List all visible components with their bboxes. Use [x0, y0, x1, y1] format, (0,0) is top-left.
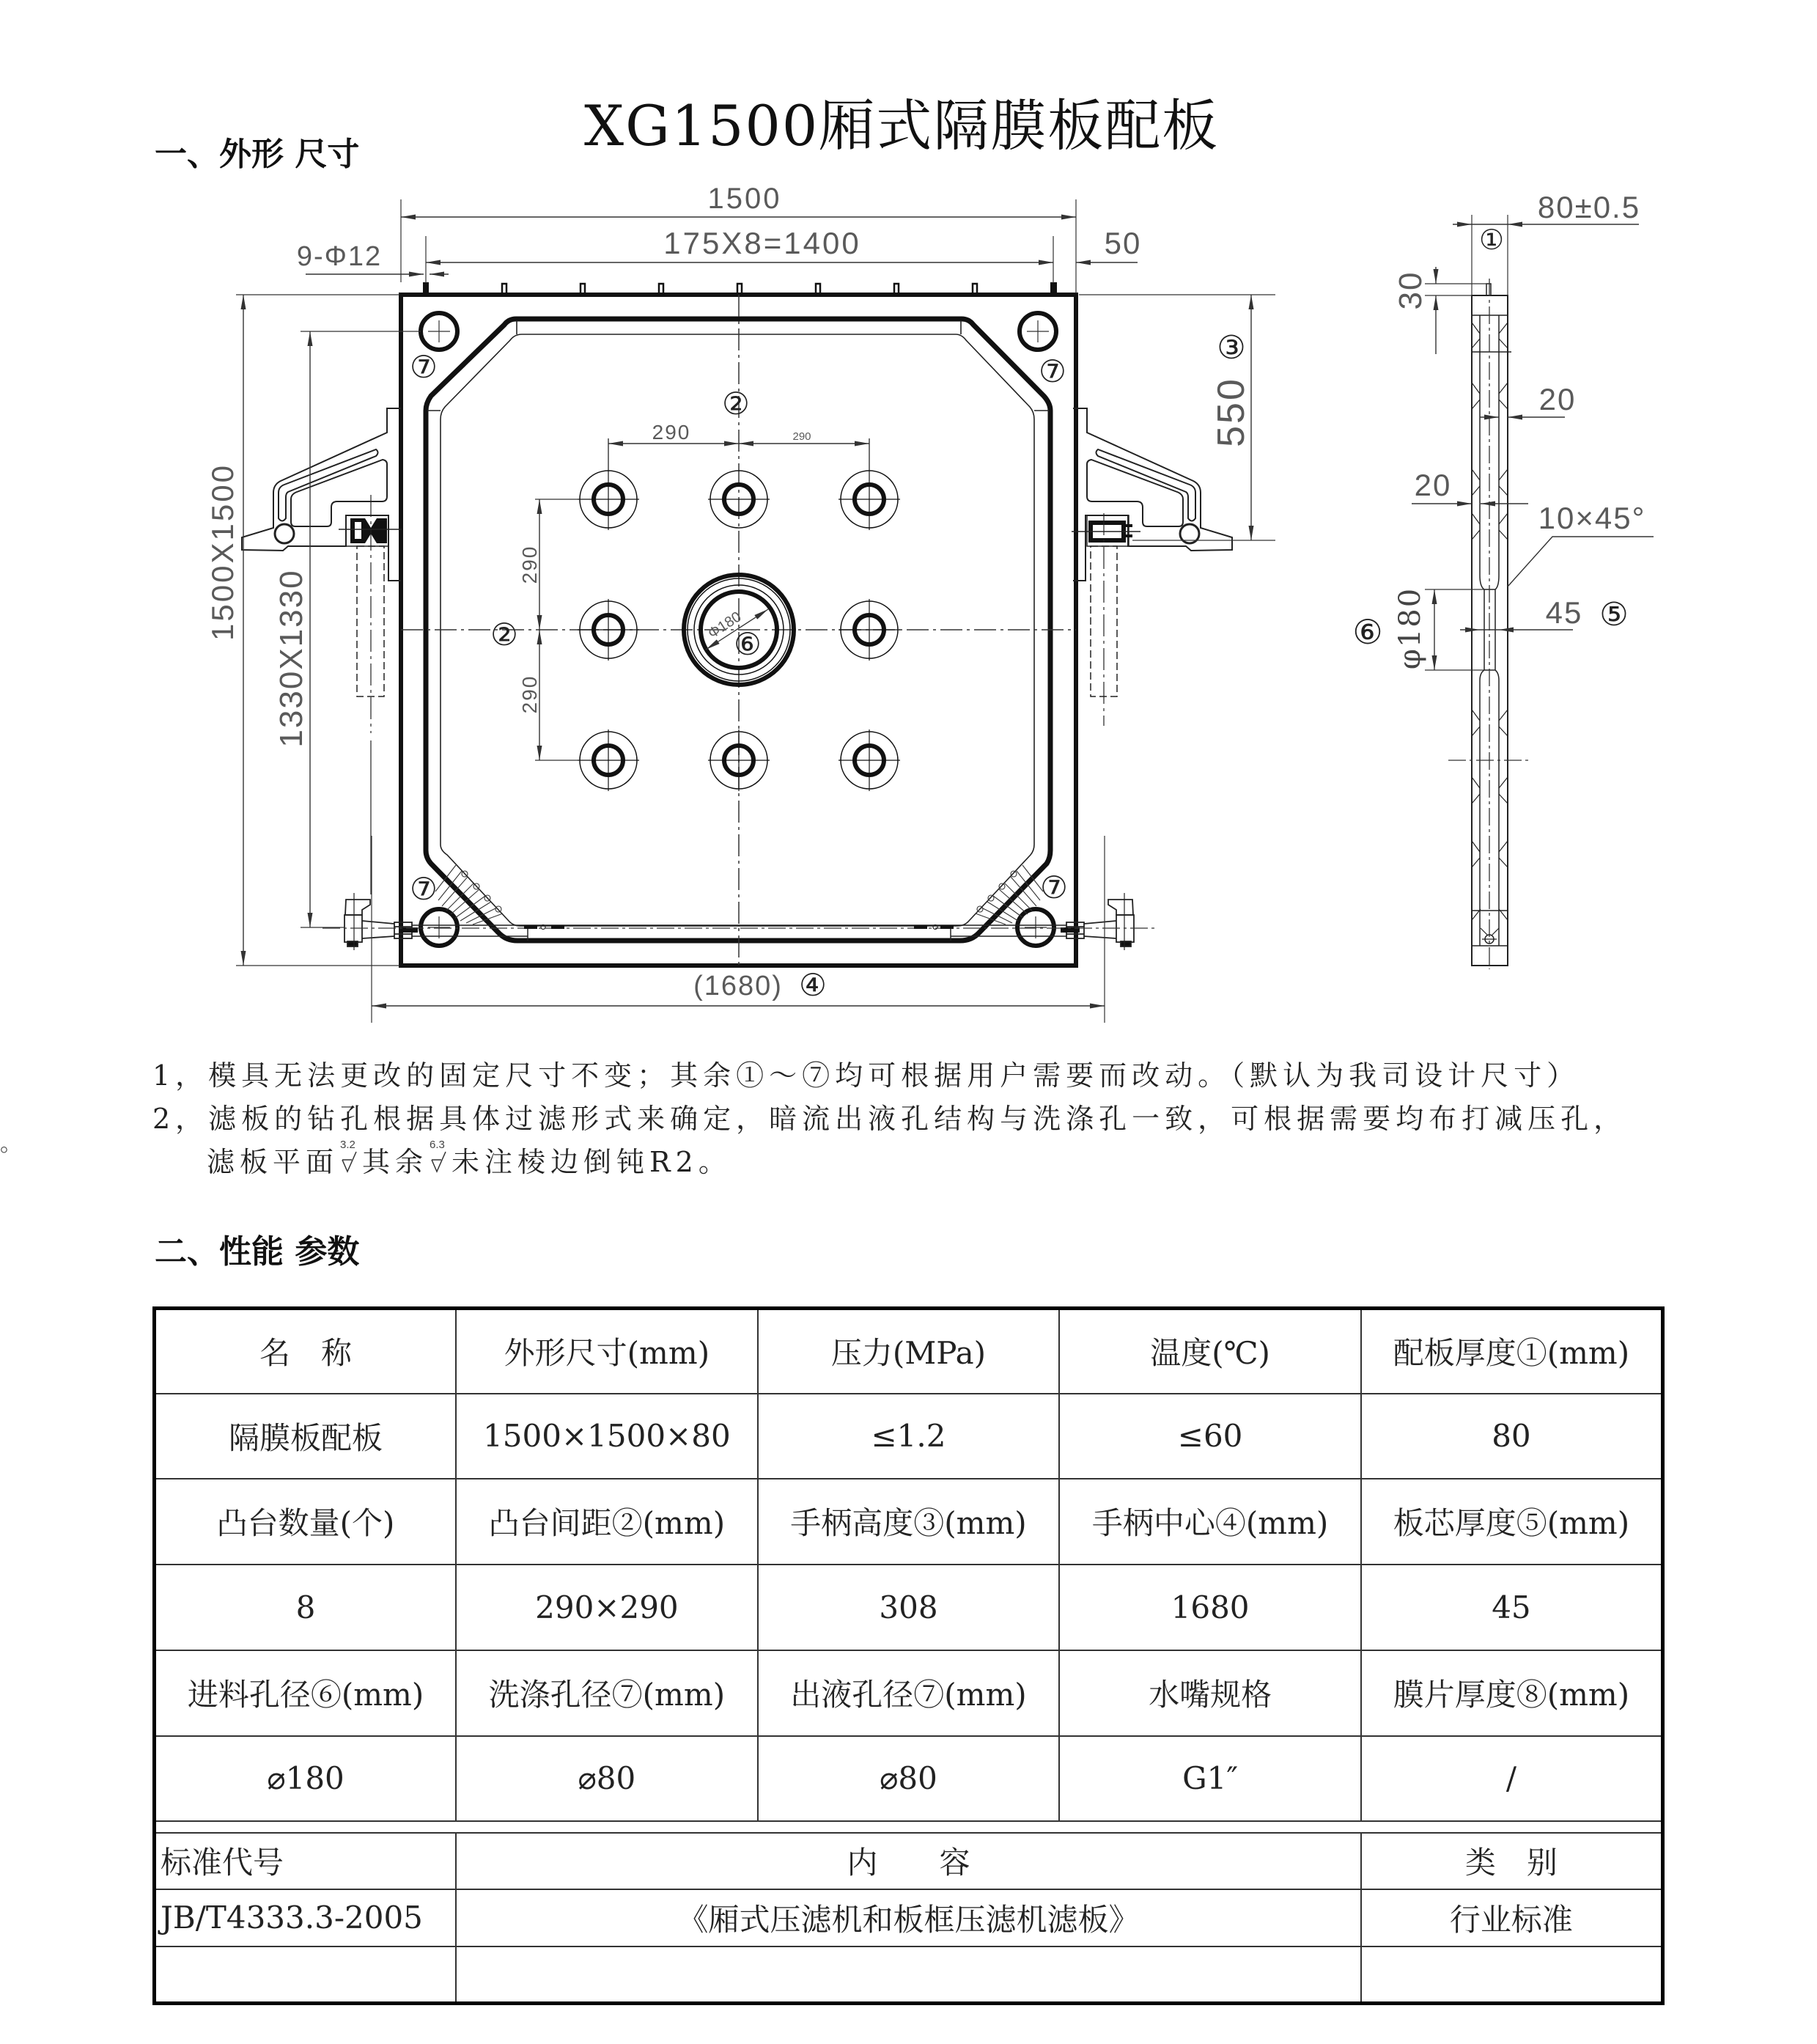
section-heading-dimensions: 一、外形 尺寸: [155, 136, 360, 173]
note-line-2: 2，滤板的钻孔根据具体过滤形式来确定，暗流出液孔结构与洗涤孔一致，可根据需要均布打减压孔，: [152, 1103, 1627, 1135]
roughness-value-2: 6.3: [430, 1139, 445, 1151]
dim-boss-pitch-h2: 290: [792, 430, 811, 443]
table-cell: ⌀180: [155, 1736, 457, 1821]
table-cell: ≤60: [1059, 1394, 1361, 1479]
table-cell: 80: [1361, 1394, 1663, 1479]
clamp-left: [339, 515, 402, 546]
roughness-check-icon: [342, 1151, 358, 1173]
spec-table: [152, 1306, 1665, 2005]
feed-hole-diameter-label: Φ180: [705, 609, 745, 642]
dim-boss-pitch-v2: 290: [518, 674, 541, 714]
table-header-cell: 配板厚度①(mm): [1361, 1309, 1663, 1394]
note-3-prefix: 滤板平面: [207, 1146, 339, 1178]
table-cell: ≤1.2: [758, 1394, 1060, 1479]
front-view: [205, 183, 1275, 1023]
side-section-lines: [1472, 315, 1511, 946]
table-cell: 45: [1361, 1565, 1663, 1650]
standards-header-code: 标准代号: [155, 1833, 457, 1889]
table-header-cell: 进料孔径⑥(mm): [155, 1650, 457, 1736]
dim-rim-width-right: 20: [1538, 382, 1577, 416]
section-heading-specs: 二、性能 参数: [155, 1233, 360, 1271]
callout-port-top-right: ⑦: [1039, 353, 1066, 389]
table-row-values-2: [155, 1565, 1663, 1650]
standards-row: [155, 1889, 1663, 1946]
standards-code: [155, 1946, 457, 2004]
table-separator: [155, 1821, 1663, 1833]
roughness-value-1: 3.2: [340, 1139, 355, 1151]
standards-code: JB/T4333.3-2005: [155, 1889, 457, 1946]
dim-feed-diameter-side: φ180: [1393, 587, 1427, 670]
dim-nub-height: 30: [1393, 271, 1429, 310]
callout-core-thickness: ⑤: [1599, 596, 1629, 633]
standards-header-category: 类 别: [1361, 1833, 1663, 1889]
table-row-header-3: [155, 1650, 1663, 1736]
callout-handle-height: ③: [1217, 329, 1246, 367]
side-centerline: [1448, 279, 1528, 969]
dim-rim-width-left: 20: [1414, 468, 1452, 502]
standards-header-content: 内 容: [456, 1833, 1361, 1889]
clamp-highlight: [355, 522, 361, 539]
dim-handle-height: 550: [1210, 377, 1253, 447]
table-header-cell: 凸台间距②(mm): [456, 1479, 758, 1565]
table-row-values-1: [155, 1394, 1663, 1479]
table-cell: G1″: [1059, 1736, 1361, 1821]
table-header-cell: 膜片厚度⑧(mm): [1361, 1650, 1663, 1736]
note-3-middle: 其余: [362, 1146, 429, 1178]
nozzle-fitting-left: [344, 893, 418, 950]
dimension-lines: [243, 217, 1251, 1006]
note-3-suffix: 未注棱边倒钝R2。: [452, 1146, 731, 1178]
callout-handle-center: ④: [799, 967, 827, 1003]
hatch-lines: [435, 865, 503, 924]
table-header-cell: 手柄高度③(mm): [758, 1479, 1060, 1565]
corner-hatch-right: [976, 865, 1043, 924]
table-cell: 8: [155, 1565, 457, 1650]
standards-category: 行业标准: [1361, 1889, 1663, 1946]
dim-overall-size: 1500X1500: [205, 463, 240, 641]
top-nub-last: [1050, 282, 1057, 295]
roughness-symbol-2: [430, 1139, 450, 1176]
dim-hole-pitch: 175X8=1400: [663, 226, 861, 260]
table-row-values-3: [155, 1736, 1663, 1821]
note-line-1: 1，模具无法更改的固定尺寸不变；其余①～⑦均可根据用户需要而改动。（默认为我司设计尺寸）: [152, 1059, 1580, 1092]
callout-thickness: ①: [1478, 224, 1505, 256]
table-cell: ⌀80: [758, 1736, 1060, 1821]
dim-boss-pitch-v1: 290: [518, 545, 541, 584]
dim-edge-offset: 50: [1104, 226, 1142, 260]
callout-feed-hole-side: ⑥: [1352, 612, 1383, 652]
dim-port-spacing: 1330X1330: [273, 569, 309, 748]
callout-port-bottom-left: ⑦: [410, 871, 438, 907]
handle-outline: [242, 408, 401, 581]
side-top-nub: [1486, 284, 1491, 295]
table-row-header-2: [155, 1479, 1663, 1565]
handle-guides: [357, 495, 1117, 894]
table-header-cell: 温度(℃): [1059, 1309, 1361, 1394]
side-handle-right: [1073, 408, 1232, 581]
roughness-check-icon: [431, 1151, 447, 1173]
table-header-cell: 水嘴规格: [1059, 1650, 1361, 1736]
fitting-base: [347, 941, 358, 946]
side-view: [1352, 190, 1654, 969]
callout-boss-spacing-left: ②: [490, 617, 518, 652]
nozzle-fitting-right: [1061, 893, 1134, 950]
table-cell: 290×290: [456, 1565, 758, 1650]
table-header-cell: 手柄中心④(mm): [1059, 1479, 1361, 1565]
table-header-cell: 名 称: [155, 1309, 457, 1394]
table-row-header-1: [155, 1309, 1663, 1394]
callout-feed-hole: ⑥: [734, 626, 762, 662]
dim-boss-pitch-h1: 290: [652, 421, 691, 444]
side-handle-left: [242, 408, 401, 581]
table-cell: /: [1361, 1736, 1663, 1821]
leader-chamfer: [1508, 537, 1654, 587]
standards-content: 《厢式压滤机和板框压滤机滤板》: [456, 1889, 1361, 1946]
table-header-cell: 洗涤孔径⑦(mm): [456, 1650, 758, 1736]
stray-mark: 。: [0, 1131, 22, 1157]
table-separator-cell: [155, 1821, 1663, 1833]
table-cell: 1680: [1059, 1565, 1361, 1650]
table-header-cell: 外形尺寸(mm): [456, 1309, 758, 1394]
table-cell: ⌀80: [456, 1736, 758, 1821]
dim-top-holes: 9-Φ12: [296, 241, 383, 272]
callout-port-bottom-right: ⑦: [1040, 870, 1068, 905]
table-header-cell: 压力(MPa): [758, 1309, 1060, 1394]
top-nub-first: [423, 282, 429, 295]
callout-port-top-left: ⑦: [410, 349, 438, 385]
callout-boss-spacing-top: ②: [722, 386, 750, 422]
dim-thickness: 80±0.5: [1537, 190, 1641, 224]
fitting-stem: [362, 921, 394, 938]
standards-category: [1361, 1946, 1663, 2004]
standards-header-row: [155, 1833, 1663, 1889]
roughness-symbol-1: [340, 1139, 361, 1176]
corner-hatch-left: [435, 865, 503, 924]
note-line-3: [207, 1139, 731, 1178]
clamp-right: [1072, 515, 1140, 546]
standards-content: [456, 1946, 1361, 2004]
table-header-cell: 凸台数量(个): [155, 1479, 457, 1565]
dim-core-thickness: 45: [1545, 595, 1583, 630]
dim-chamfer: 10×45°: [1538, 501, 1646, 535]
dim-handle-center: (1680): [693, 971, 783, 1001]
standards-row-empty: [155, 1946, 1663, 2004]
table-cell: 1500×1500×80: [456, 1394, 758, 1479]
dim-overall-width: 1500: [707, 183, 782, 215]
table-cell: 隔膜板配板: [155, 1394, 457, 1479]
table-cell: 308: [758, 1565, 1060, 1650]
handle-pin-hole: [275, 524, 294, 543]
fitting-cap: [345, 900, 370, 915]
table-header-cell: 出液孔径⑦(mm): [758, 1650, 1060, 1736]
table-header-cell: 板芯厚度⑤(mm): [1361, 1479, 1663, 1565]
page-title: XG1500厢式隔膜板配板: [584, 93, 1220, 158]
